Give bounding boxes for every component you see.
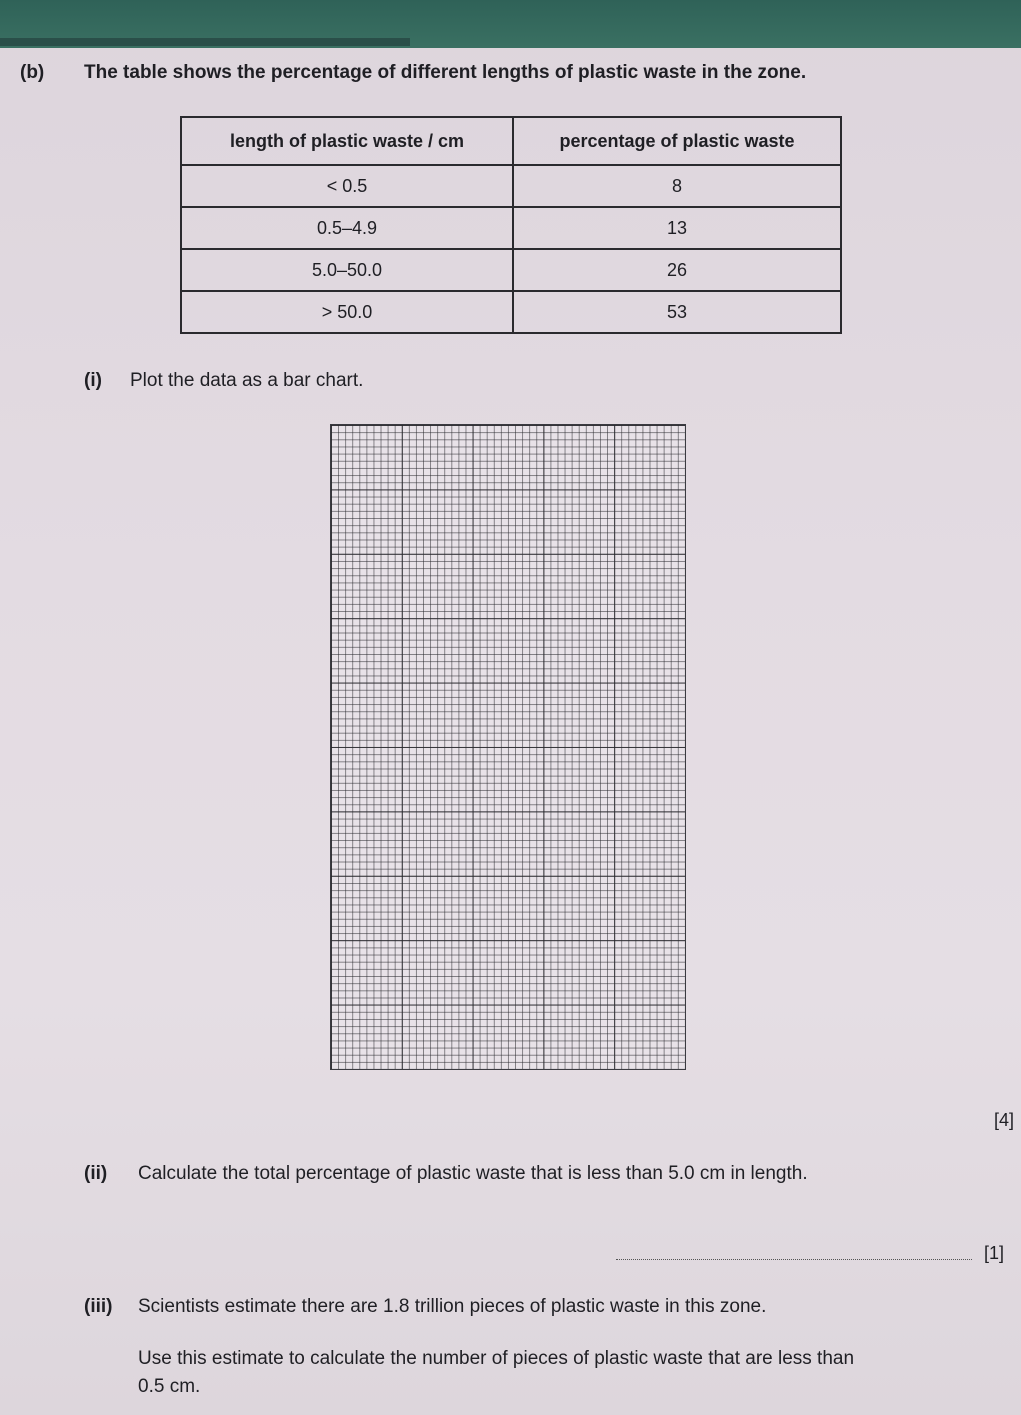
cell-percentage: 26 (513, 249, 841, 291)
header-percentage: percentage of plastic waste (513, 117, 841, 165)
table-row (181, 207, 841, 249)
table-row (181, 165, 841, 207)
cell-percentage: 13 (513, 207, 841, 249)
cell-percentage: 8 (513, 165, 841, 207)
sub-iii-label: (iii) (84, 1296, 113, 1317)
sub-iii-instruction-line2: 0.5 cm. (138, 1376, 201, 1397)
sub-ii-marks: [1] (984, 1243, 1005, 1263)
sub-i-text: Plot the data as a bar chart. (130, 370, 364, 391)
table-header-row (181, 117, 841, 165)
sub-ii-label: (ii) (84, 1163, 108, 1184)
sub-iii-instruction-line1: Use this estimate to calculate the number of pieces of plastic waste that are less than (138, 1348, 855, 1369)
top-band-edge (0, 38, 410, 46)
sub-i-marks: [4] (994, 1110, 1015, 1130)
cell-length: 0.5–4.9 (181, 207, 513, 249)
part-b-label: (b) (20, 62, 45, 83)
answer-line[interactable] (616, 1259, 972, 1260)
sub-iii-text: Scientists estimate there are 1.8 trillion pieces of plastic waste in this zone. (138, 1296, 767, 1317)
plastic-waste-table (180, 116, 842, 334)
cell-length: 5.0–50.0 (181, 249, 513, 291)
cell-length: > 50.0 (181, 291, 513, 333)
graph-paper-grid[interactable] (330, 424, 686, 1070)
part-b-intro: The table shows the percentage of different lengths of plastic waste in the zone. (84, 62, 807, 83)
table-row (181, 249, 841, 291)
cell-percentage: 53 (513, 291, 841, 333)
sub-ii-text: Calculate the total percentage of plastic waste that is less than 5.0 cm in length. (138, 1163, 808, 1184)
cell-length: < 0.5 (181, 165, 513, 207)
table-row (181, 291, 841, 333)
sub-i-label: (i) (84, 370, 102, 391)
header-length: length of plastic waste / cm (181, 117, 513, 165)
